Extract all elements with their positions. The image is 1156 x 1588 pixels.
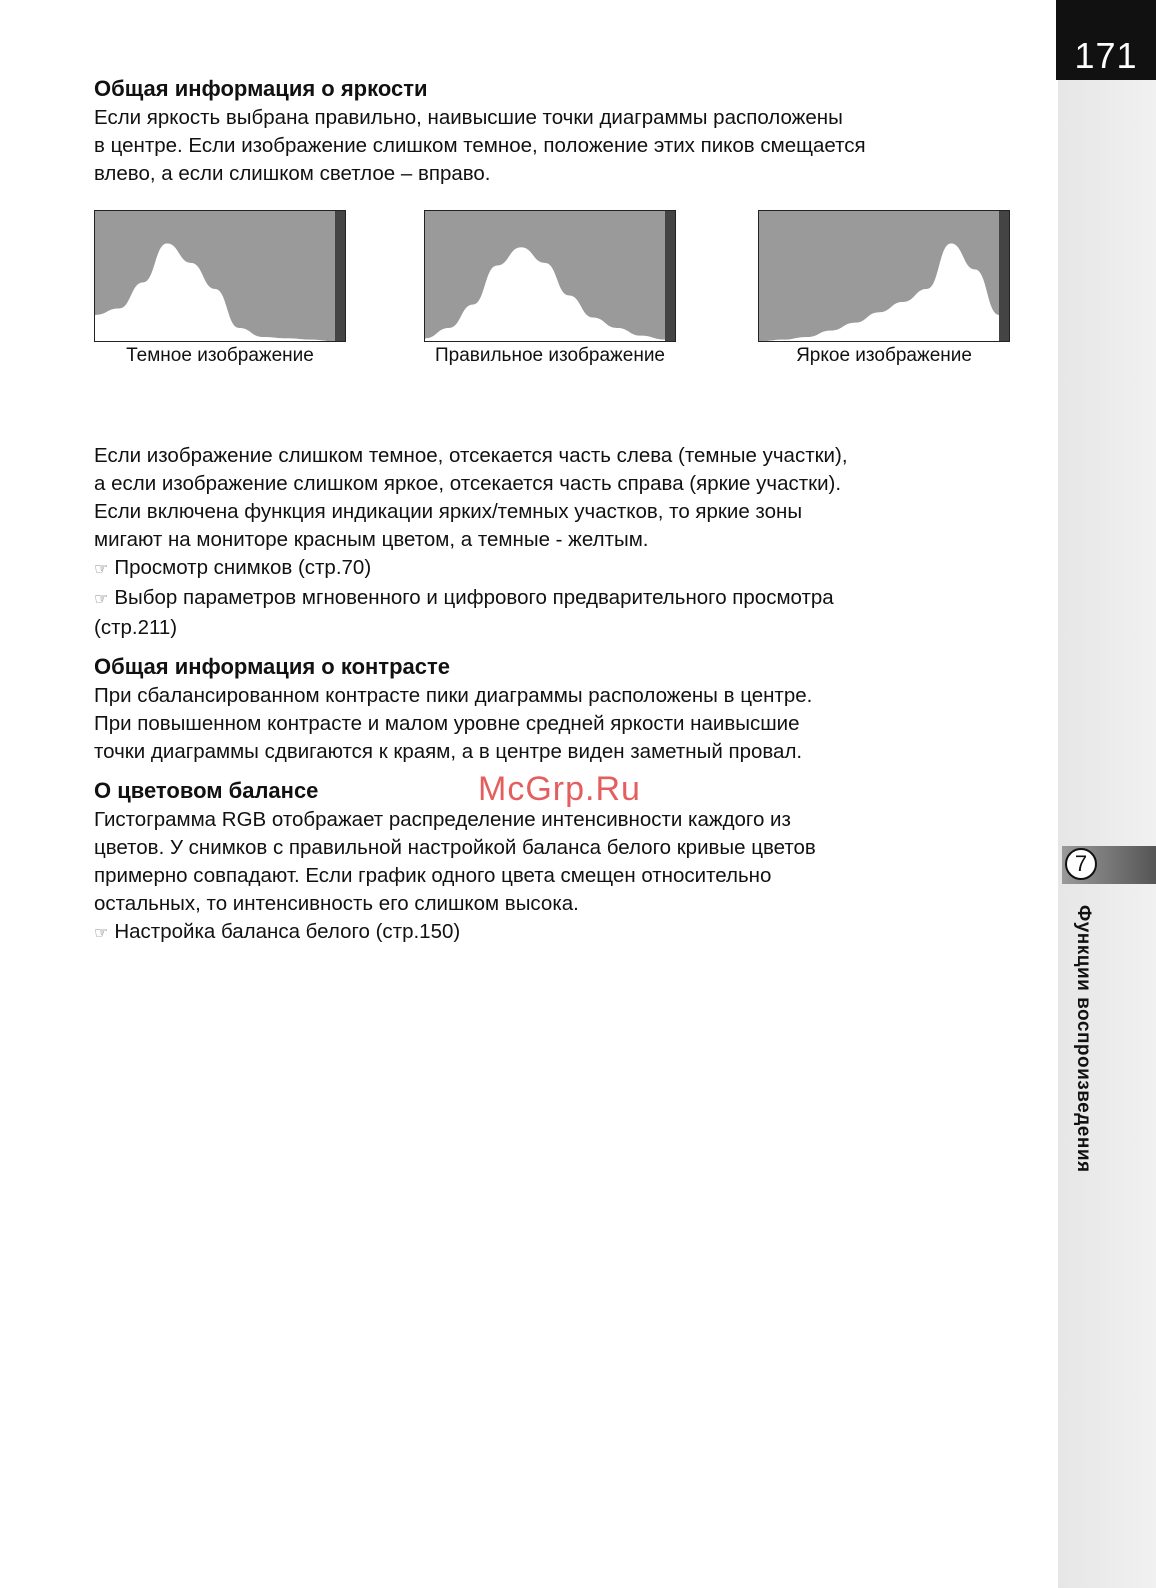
color-balance-line-4: остальных, то интенсивность его слишком высока. — [94, 892, 579, 915]
pointing-hand-icon: ☞ — [94, 561, 109, 578]
pointing-hand-icon: ☞ — [94, 925, 109, 942]
histogram-normal — [424, 210, 676, 368]
contrast-line-1: При сбалансированном контрасте пики диаграммы расположены в центре. — [94, 684, 813, 707]
page-content — [94, 74, 1034, 948]
clipping-line-3: Если включена функция индикации ярких/темных участков, то яркие зоны — [94, 500, 803, 523]
contrast-section — [94, 652, 1034, 766]
clipping-line-4: мигают на мониторе красным цветом, а темные - желтым. — [94, 528, 649, 551]
histogram-normal-clip-edge — [665, 211, 675, 341]
ref-preview[interactable] — [94, 584, 1034, 614]
brightness-line-3: влево, а если слишком светлое – вправо. — [94, 162, 491, 185]
brightness-heading: Общая информация о яркости — [94, 76, 428, 101]
chapter-title: Функции воспроизведения — [1073, 905, 1094, 1173]
histogram-dark-plot — [94, 210, 346, 342]
ref-white-balance[interactable] — [94, 918, 1034, 948]
contrast-line-3: точки диаграммы сдвигаются к краям, а в центре виден заметный провал. — [94, 740, 803, 763]
histogram-dark-caption: Темное изображение — [126, 345, 314, 366]
clipping-paragraph — [94, 442, 1034, 642]
histogram-bright-clip-edge — [999, 211, 1009, 341]
color-balance-line-3: примерно совпадают. Если график одного цвета смещен относительно — [94, 864, 772, 887]
clipping-line-1: Если изображение слишком темное, отсекается часть слева (темные участки), — [94, 444, 848, 467]
brightness-line-1: Если яркость выбрана правильно, наивысшие точки диаграммы расположены — [94, 106, 843, 129]
color-balance-line-1: Гистограмма RGB отображает распределение интенсивности каждого из — [94, 808, 791, 831]
color-balance-heading: О цветовом балансе — [94, 778, 319, 803]
pointing-hand-icon: ☞ — [94, 591, 109, 608]
ref-playback[interactable] — [94, 554, 1034, 584]
chapter-number: 7 — [1065, 848, 1097, 880]
histogram-dark-clip-edge — [335, 211, 345, 341]
histogram-figures — [94, 210, 1034, 406]
histogram-bright-caption: Яркое изображение — [796, 345, 972, 366]
contrast-heading: Общая информация о контрасте — [94, 654, 450, 679]
histogram-normal-plot — [424, 210, 676, 342]
histogram-dark — [94, 210, 346, 368]
histogram-bright-plot — [758, 210, 1010, 342]
clipping-line-2: а если изображение слишком яркое, отсекается часть справа (яркие участки). — [94, 472, 842, 495]
ref-preview-text: Выбор параметров мгновенного и цифрового предварительного просмотра — [114, 586, 834, 609]
color-balance-line-2: цветов. У снимков с правильной настройкой баланса белого кривые цветов — [94, 836, 816, 859]
page-number: 171 — [1056, 0, 1156, 80]
ref-white-balance-text: Настройка баланса белого (стр.150) — [114, 920, 461, 943]
histogram-normal-caption: Правильное изображение — [434, 345, 666, 366]
side-margin-strip — [1058, 80, 1156, 1588]
contrast-line-2: При повышенном контрасте и малом уровне средней яркости наивысшие — [94, 712, 800, 735]
ref-playback-text: Просмотр снимков (стр.70) — [114, 556, 372, 579]
watermark: McGrp.Ru — [478, 770, 641, 808]
brightness-line-2: в центре. Если изображение слишком темное, положение этих пиков смещается — [94, 134, 866, 157]
histogram-bright — [758, 210, 1010, 368]
ref-preview-page: (стр.211) — [94, 616, 178, 639]
